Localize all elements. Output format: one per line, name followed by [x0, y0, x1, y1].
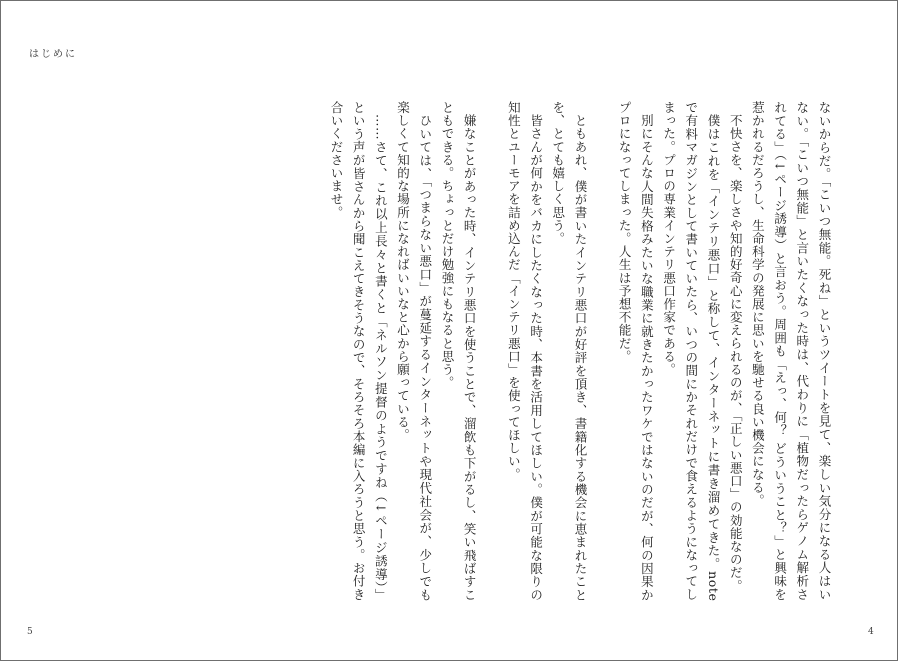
page-number-right: 4: [868, 627, 874, 637]
paragraph-5: ともあれ、僕が書いたインテリ悪口が好評を頂き、書籍化する機会に恵まれたことを、とても嬉しく思う。: [550, 101, 588, 601]
page-number-left: 5: [27, 627, 33, 637]
paragraph-4: 別にそんな人間失格みたいな職業に就きたかったワケではないのだが、何の因果かプロになってしまった。人生は予想不能だ。: [617, 101, 655, 601]
paragraph-9: ……さて、これ以上長々と書くと「ネルソン提督のようですね（↓ページ誘導）」という声が皆さんから聞こえてきそうなので、そろそろ本編に入ろうと思う。お付き合いくださいませ。: [328, 101, 389, 601]
paragraph-3: 僕はこれを「インテリ悪口」と称して、インターネットに書き溜めてきた。noteで有料マガジンとして書いていたら、いつの間にかそれだけで食えるようになってしまった。プロの専業インテリ悪口作家である。: [661, 101, 721, 601]
paragraph-8: ひいては、「つまらない悪口」が蔓延するインターネットや現代社会が、少しでも楽しくて知的な場所になればいいなと心から願っている。: [395, 101, 433, 601]
paragraph-break: [591, 101, 613, 601]
paragraph-2: 不快さを、楽しさや知的好奇心に変えられるのが、「正しい悪口」の効能なのだ。: [728, 113, 744, 592]
running-head: はじめに: [29, 49, 77, 60]
paragraph-break: [480, 101, 502, 601]
body-text: [325, 101, 835, 601]
paragraph-7: 嫌なことがあった時、インテリ悪口を使うことで、溜飲も下がるし、笑い飛ばすこともできる。ちょっとだけ勉強にもなると思う。: [439, 101, 478, 601]
paragraph-1: ないからだ。「こいつ無能。死ね」というツイートを見て、楽しい気分になる人はいない。「こいつ無能」と言いたくなった時は、代わりに「植物だったらゲノム解析されてる」（↓ページ誘導）と言おう。周囲も「えっ、何？ どういうこと？」と興味を惹かれるだろうし、生命科学の発展に思いを馳せる良い機会になる。: [750, 101, 832, 601]
paragraph-6: 皆さんが何かをバカにしたくなった時、本書を活用してほしい。僕が可能な限りの知性とユーモアを詰め込んだ「インテリ悪口」を使ってほしい。: [506, 101, 544, 601]
